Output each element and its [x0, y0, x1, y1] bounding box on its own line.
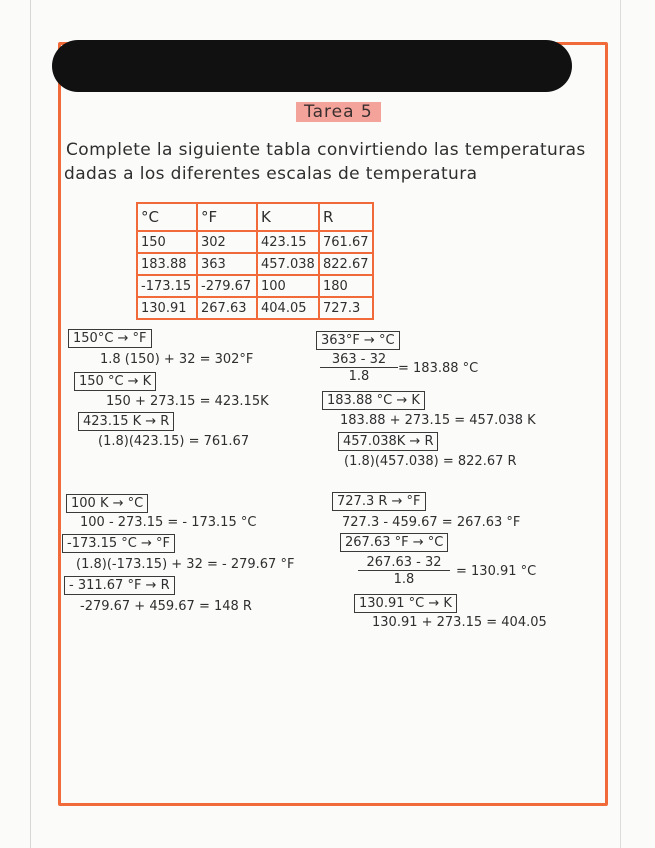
calc-bl-step3-label: - 311.67 °F → R: [64, 576, 175, 595]
calc-br-fraction-result: = 130.91 °C: [456, 564, 537, 579]
page-edge-left: [30, 0, 31, 848]
table-cell: 100: [257, 275, 319, 297]
table-row: [137, 297, 373, 319]
calc-br-fraction: [358, 555, 450, 587]
calc-tr-fraction-result: = 183.88 °C: [398, 361, 479, 376]
calc-tl-step3-result: (1.8)(423.15) = 761.67: [98, 434, 250, 449]
table-cell: 183.88: [137, 253, 197, 275]
table-cell: 150: [137, 231, 197, 253]
table-cell: 457.038: [257, 253, 319, 275]
calc-tl-step2-label: 150 °C → K: [74, 372, 156, 391]
table-cell: 363: [197, 253, 257, 275]
calc-br-step1-result: 727.3 - 459.67 = 267.63 °F: [342, 515, 521, 530]
page-edge-right: [620, 0, 621, 848]
calc-br-step1-label: 727.3 R → °F: [332, 492, 426, 511]
table-row: [137, 231, 373, 253]
calc-tr-step2-result: 183.88 + 273.15 = 457.038 K: [340, 413, 536, 428]
table-cell: 423.15: [257, 231, 319, 253]
calc-br-step2-label: 267.63 °F → °C: [340, 533, 448, 552]
instructions-line-1: Complete la siguiente tabla convirtiendo las temperaturas: [66, 140, 586, 160]
header-kelvin: K: [257, 203, 319, 231]
fraction-denominator: 1.8: [393, 572, 415, 587]
calc-tr-fraction: [320, 352, 398, 384]
calc-bl-step1-label: 100 K → °C: [66, 494, 148, 513]
calc-bl-step2-result: (1.8)(-173.15) + 32 = - 279.67 °F: [76, 557, 295, 572]
table-header-row: [137, 203, 373, 231]
header-rankine: R: [319, 203, 373, 231]
page-title: Tarea 5: [296, 102, 381, 122]
redacted-header: [52, 40, 572, 92]
table-cell: 727.3: [319, 297, 373, 319]
table-cell: 267.63: [197, 297, 257, 319]
calc-tr-step2-label: 183.88 °C → K: [322, 391, 425, 410]
table-cell: 761.67: [319, 231, 373, 253]
table-row: [137, 275, 373, 297]
calc-tr-step3-result: (1.8)(457.038) = 822.67 R: [344, 454, 517, 469]
table-cell: -173.15: [137, 275, 197, 297]
calc-tr-step3-label: 457.038K → R: [338, 432, 438, 451]
calc-br-step3-result: 130.91 + 273.15 = 404.05: [372, 615, 547, 630]
table-row: [137, 253, 373, 275]
fraction-denominator: 1.8: [348, 369, 370, 384]
calc-tr-step1-label: 363°F → °C: [316, 331, 400, 350]
conversion-table: [136, 202, 374, 320]
header-celsius: °C: [137, 203, 197, 231]
table-cell: 180: [319, 275, 373, 297]
fraction-numerator: 363 - 32: [320, 352, 398, 368]
table-cell: -279.67: [197, 275, 257, 297]
calc-tl-step1-label: 150°C → °F: [68, 329, 152, 348]
calc-br-step3-label: 130.91 °C → K: [354, 594, 457, 613]
calc-bl-step1-result: 100 - 273.15 = - 173.15 °C: [80, 515, 257, 530]
table-cell: 130.91: [137, 297, 197, 319]
table-cell: 822.67: [319, 253, 373, 275]
calc-tl-step1-result: 1.8 (150) + 32 = 302°F: [100, 352, 254, 367]
calc-tl-step3-label: 423.15 K → R: [78, 412, 174, 431]
table-cell: 302: [197, 231, 257, 253]
header-fahrenheit: °F: [197, 203, 257, 231]
table-cell: 404.05: [257, 297, 319, 319]
instructions-line-2: dadas a los diferentes escalas de temperatura: [64, 164, 478, 184]
calc-tl-step2-result: 150 + 273.15 = 423.15K: [106, 394, 269, 409]
calc-bl-step2-label: -173.15 °C → °F: [62, 534, 175, 553]
calc-bl-step3-result: -279.67 + 459.67 = 148 R: [80, 599, 252, 614]
fraction-numerator: 267.63 - 32: [358, 555, 450, 571]
